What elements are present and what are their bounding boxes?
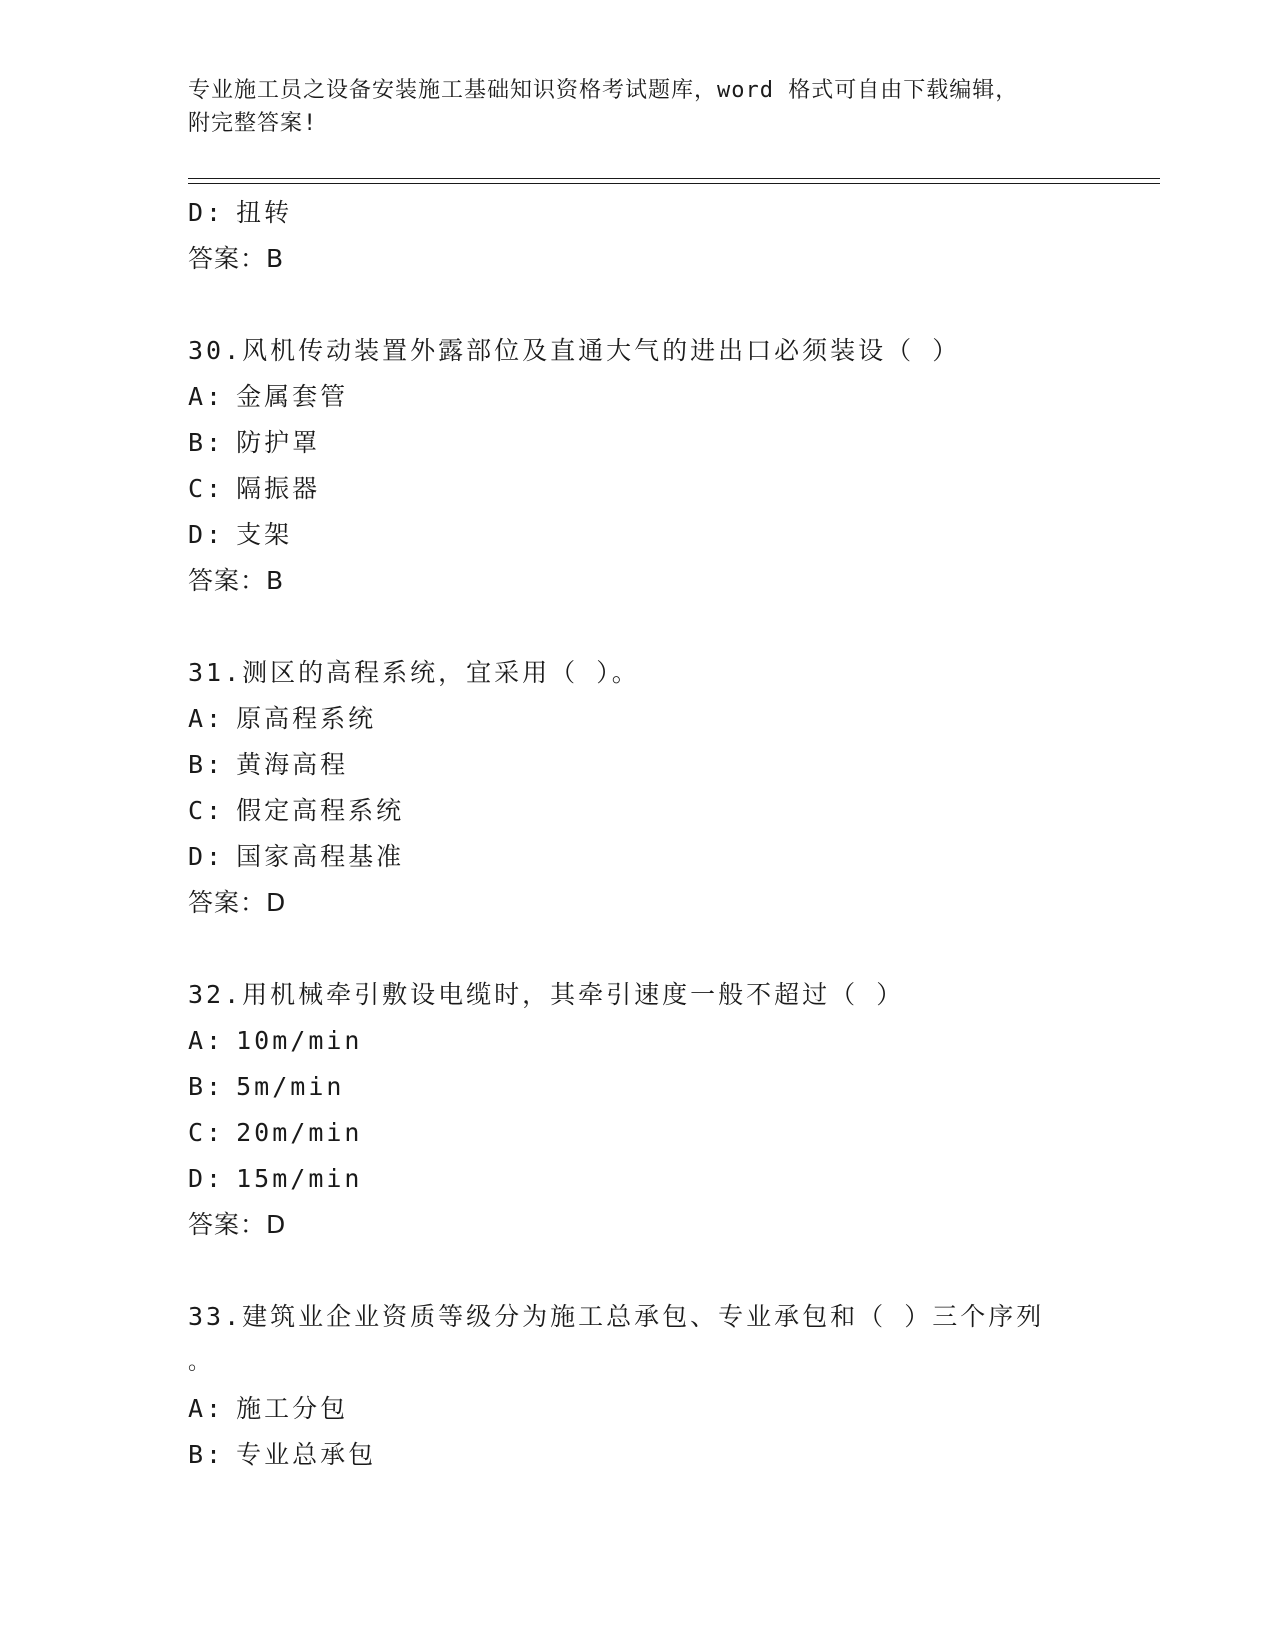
- answer-label: 答案：: [188, 888, 267, 917]
- option-label: C:: [188, 1118, 225, 1147]
- option-label: C:: [188, 474, 225, 503]
- header-title-line-1: 专业施工员之设备安装施工基础知识资格考试题库，word 格式可自由下载编辑，: [188, 78, 1019, 103]
- question-text: 32.用机械牵引敷设电缆时，其牵引速度一般不超过（ ）: [188, 980, 905, 1009]
- question-text: 30.风机传动装置外露部位及直通大气的进出口必须装设（ ）: [188, 336, 961, 365]
- answer-value: D: [266, 888, 287, 917]
- option-text: 防护罩: [236, 428, 321, 457]
- option-text: 施工分包: [236, 1394, 349, 1423]
- option-d: [188, 834, 1148, 880]
- option-text: 专业总承包: [236, 1440, 377, 1469]
- option-label: A:: [188, 704, 225, 733]
- document-header: [188, 74, 1088, 140]
- answer-value: D: [266, 1210, 287, 1239]
- option-text: 支架: [236, 520, 293, 549]
- answer-line: [188, 558, 1148, 604]
- answer-value: B: [266, 566, 285, 595]
- option-label: C:: [188, 796, 225, 825]
- option-text: 金属套管: [236, 382, 349, 411]
- option-d: [188, 512, 1148, 558]
- option-text: 原高程系统: [236, 704, 377, 733]
- question-list: [188, 190, 1148, 1478]
- option-c: [188, 788, 1148, 834]
- prev-question-block: [188, 190, 1148, 282]
- answer-value: B: [266, 244, 285, 273]
- header-title-line-2: 附完整答案!: [188, 111, 318, 136]
- question-text: 33.建筑业企业资质等级分为施工总承包、专业承包和（ ）三个序列: [188, 1302, 1045, 1331]
- option-label: D:: [188, 1164, 225, 1193]
- option-text: 扭转: [236, 198, 293, 227]
- option-label: D:: [188, 520, 225, 549]
- option-text: 20m/min: [236, 1118, 363, 1147]
- option-label: B:: [188, 1072, 225, 1101]
- answer-line: [188, 880, 1148, 926]
- option-a: [188, 374, 1148, 420]
- answer-label: 答案：: [188, 1210, 267, 1239]
- option-label: D:: [188, 198, 225, 227]
- answer-line: [188, 1202, 1148, 1248]
- option-b: [188, 1432, 1148, 1478]
- option-label: B:: [188, 1440, 225, 1469]
- option-text: 5m/min: [236, 1072, 345, 1101]
- option-a: [188, 696, 1148, 742]
- answer-line: [188, 236, 1148, 282]
- option-d: [188, 1156, 1148, 1202]
- option-label: A:: [188, 1394, 225, 1423]
- option-d: [188, 190, 1148, 236]
- option-text: 黄海高程: [236, 750, 349, 779]
- answer-label: 答案：: [188, 244, 267, 273]
- option-label: A:: [188, 382, 225, 411]
- question-block-30: [188, 328, 1148, 604]
- option-text: 15m/min: [236, 1164, 363, 1193]
- option-text: 假定高程系统: [236, 796, 405, 825]
- question-text-continuation: 。: [188, 1350, 211, 1375]
- answer-label: 答案：: [188, 566, 267, 595]
- option-text: 国家高程基准: [236, 842, 405, 871]
- option-b: [188, 420, 1148, 466]
- question-block-31: [188, 650, 1148, 926]
- question-text: 31.测区的高程系统，宜采用（ ）。: [188, 658, 640, 687]
- option-text: 隔振器: [236, 474, 321, 503]
- header-divider-bottom: [188, 183, 1160, 184]
- option-b: [188, 1064, 1148, 1110]
- option-b: [188, 742, 1148, 788]
- option-text: 10m/min: [236, 1026, 363, 1055]
- option-label: D:: [188, 842, 225, 871]
- option-label: B:: [188, 750, 225, 779]
- header-divider-top: [188, 178, 1160, 179]
- option-label: B:: [188, 428, 225, 457]
- option-a: [188, 1386, 1148, 1432]
- question-block-32: [188, 972, 1148, 1248]
- question-block-33: [188, 1294, 1148, 1478]
- option-c: [188, 466, 1148, 512]
- option-a: [188, 1018, 1148, 1064]
- option-c: [188, 1110, 1148, 1156]
- option-label: A:: [188, 1026, 225, 1055]
